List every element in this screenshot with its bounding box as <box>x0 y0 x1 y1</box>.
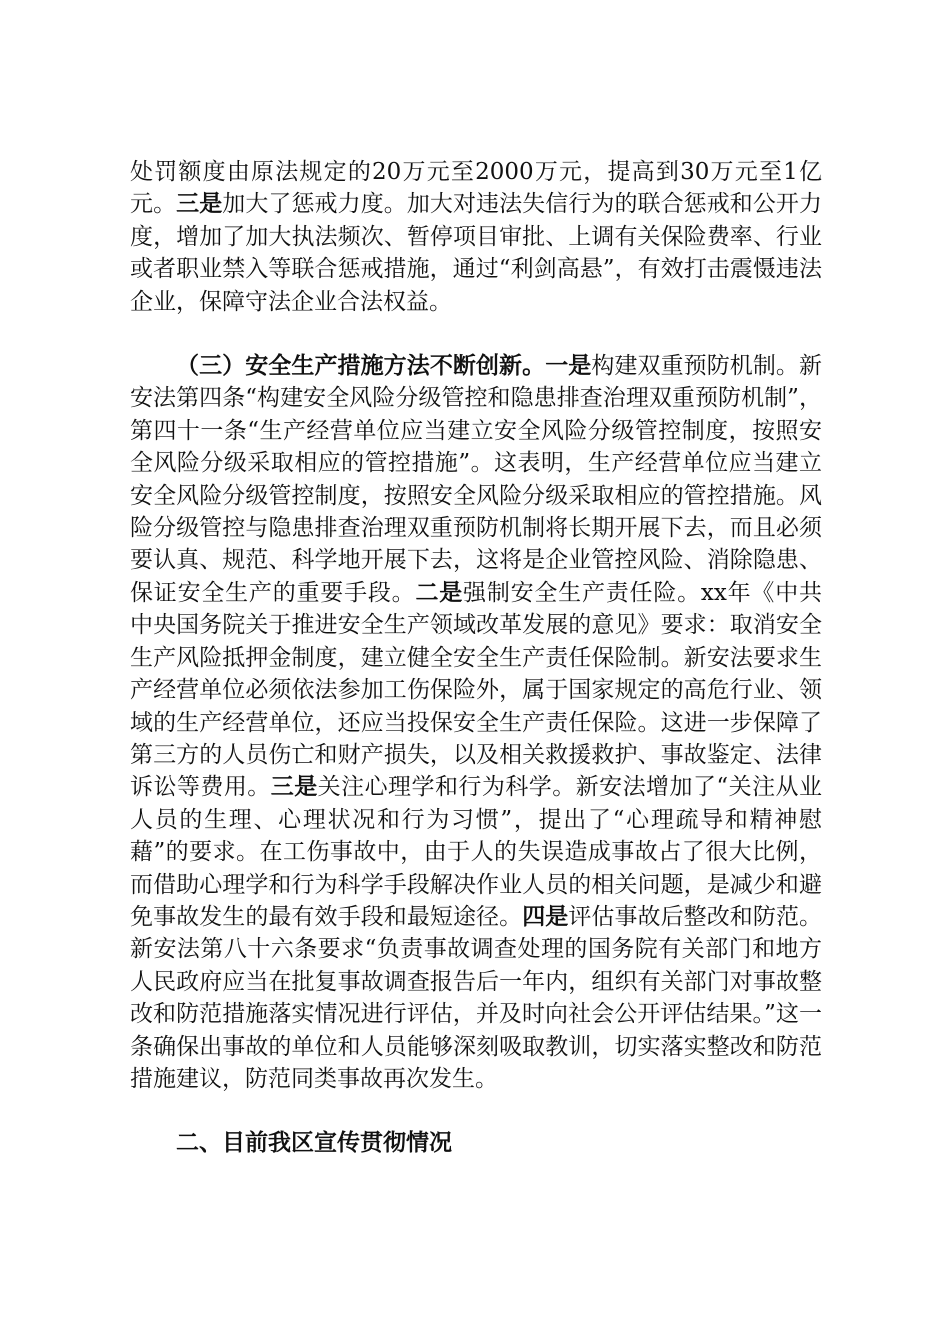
paragraph-text: 评估事故后整改和防范。新安法第八十六条要求“负责事故调查处理的国务院有关部门和地方人民政府应当在批复事故调查报告后一年内，组织有关部门对事故整改和防范措施落实情况进行评估，并及时向社会公开评估结果。”这一条确保出事故的单位和人员能够深刻吸取教训，切实落实整改和防范措施建议，防范同类事故再次发生。 <box>130 903 823 1092</box>
paragraph-text: 强制安全生产责任险。xx年《中共中央国务院关于推进安全生产领域改革发展的意见》要求：取消安全生产风险抵押金制度，建立健全安全生产责任保险制。新安法要求生产经营单位必须依法参加工伤保险外，属于国家规定的高危行业、领域的生产经营单位，还应当投保安全生产责任保险。这进一步保障了第三方的人员伤亡和财产损失，以及相关救援救护、事故鉴定、法律诉讼等费用。 <box>130 579 822 801</box>
document-page <box>130 156 822 1160</box>
paragraph-text: 关注心理学和行为科学。新安法增加了“关注从业人员的生理、心理状况和行为习惯”，提出了“心理疏导和精神慰藉”的要求。在工伤事故中，由于人的失误造成事故占了很大比例，而借助心理学和行为科学手段解决作业人员的相关问题，是减少和避免事故发生的最有效手段和最短途径。 <box>130 774 823 930</box>
paragraph-safety-measures <box>130 350 822 1095</box>
section-subheading: （三）安全生产措施方法不断创新。 <box>176 352 546 380</box>
section-heading: 二、目前我区宣传贯彻情况 <box>176 1129 452 1157</box>
emphasis-label: 二是 <box>415 578 464 606</box>
paragraph-text: 处罚额度由原法规定的20万元至2000万元，提高到30万元至1亿元。 <box>130 159 822 218</box>
emphasis-label: 一是 <box>545 352 592 380</box>
paragraph-spacer <box>130 1095 822 1127</box>
paragraph-spacer <box>130 318 822 350</box>
paragraph-text: 加大了惩戒力度。加大对违法失信行为的联合惩戒和公开力度，增加了加大执法频次、暂停项目审批、上调有关保险费率、行业或者职业禁入等联合惩戒措施，通过“利剑高悬”，有效打击震慑违法企业，保障守法企业合法权益。 <box>130 191 823 315</box>
paragraph-penalty <box>130 156 822 318</box>
emphasis-label: 三是 <box>176 190 223 218</box>
emphasis-label: 四是 <box>522 902 569 930</box>
emphasis-label: 三是 <box>270 773 318 801</box>
paragraph-text: 构建双重预防机制。新安法第四条“构建安全风险分级管控和隐患排查治理双重预防机制”，第四十一条“生产经营单位应当建立安全风险分级管控制度，按照安全风险分级采取相应的管控措施”。这表明，生产经营单位应当建立安全风险分级管控制度，按照安全风险分级采取相应的管控措施。风险分级管控与隐患排查治理双重预防机制将长期开展下去，而且必须要认真、规范、科学地开展下去，这将是企业管控风险、消除隐患、保证安全生产的重要手段。 <box>130 353 823 606</box>
